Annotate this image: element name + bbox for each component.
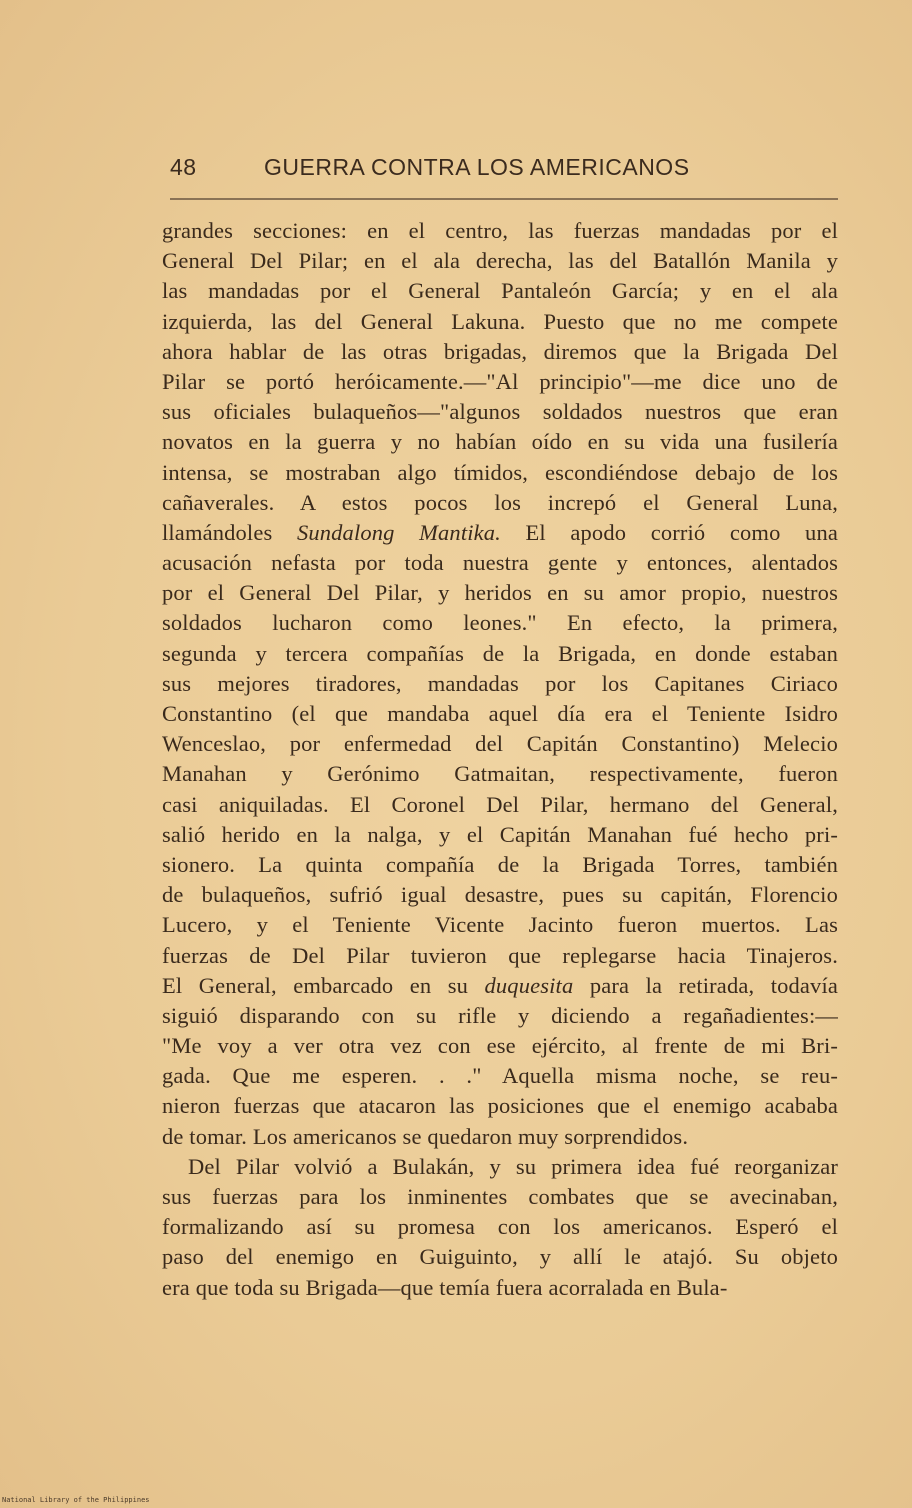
footer-credit: National Library of the Philippines <box>2 1496 150 1504</box>
text-line: formalizando así su promesa con los americanos. Esperó el <box>162 1214 838 1240</box>
paragraph <box>162 216 838 1152</box>
text-line: las mandadas por el General Pantaleón García; y en el ala <box>162 278 838 304</box>
text-line: soldados lucharon como leones." En efecto, la primera, <box>162 610 838 636</box>
text-line: sus mejores tiradores, mandadas por los Capitanes Ciriaco <box>162 670 838 696</box>
text-run: llamándoles <box>162 519 297 545</box>
text-line: Constantino (el que mandaba aquel día era el Teniente Isidro <box>162 701 838 726</box>
text-line: sionero. La quinta compañía de la Brigada Torres, también <box>162 851 838 877</box>
text-line: grandes secciones: en el centro, las fuerzas mandadas por el <box>162 218 838 243</box>
text-line: Manahan y Gerónimo Gatmaitan, respectivamente, fueron <box>162 761 838 787</box>
text-line: izquierda, las del General Lakuna. Puesto que no me compete <box>162 308 838 334</box>
text-line: nieron fuerzas que atacaron las posiciones que el enemigo acababa <box>162 1093 838 1119</box>
text-line: sus oficiales bulaqueños—"algunos soldados nuestros que eran <box>162 399 838 425</box>
text-line: fuerzas de Del Pilar tuvieron que replegarse hacia Tinajeros. <box>162 942 838 968</box>
text-line: "Me voy a ver otra vez con ese ejército, al frente de mi Bri- <box>162 1033 838 1059</box>
text-line <box>162 518 838 548</box>
text-line: paso del enemigo en Guiguinto, y allí le atajó. Su objeto <box>162 1244 838 1270</box>
text-line: Pilar se portó heróicamente.—"Al principio"—me dice uno de <box>162 368 838 394</box>
page-number: 48 <box>170 154 197 180</box>
text-line: sus fuerzas para los inminentes combates que se avecinaban, <box>162 1184 838 1209</box>
text-line: gada. Que me esperen. . ." Aquella misma noche, se reu- <box>162 1063 838 1089</box>
body-text <box>162 216 838 1303</box>
text-line: Wenceslao, por enfermedad del Capitán Constantino) Melecio <box>162 731 838 757</box>
text-line: novatos en la guerra y no habían oído en su vida una fusilería <box>162 429 838 455</box>
text-line: siguió disparando con su rifle y diciendo a regañadientes:— <box>162 1002 838 1028</box>
text-line: acusación nefasta por toda nuestra gente y entonces, alentados <box>162 550 838 576</box>
text-line: cañaverales. A estos pocos los increpó el General Luna, <box>162 489 838 515</box>
running-head: GUERRA CONTRA LOS AMERICANOS <box>264 154 690 180</box>
page-header <box>170 154 840 190</box>
text-line: de bulaqueños, sufrió igual desastre, pues su capitán, Florencio <box>162 882 838 908</box>
text-line: intensa, se mostraban algo tímidos, escondiéndose debajo de los <box>162 459 838 485</box>
text-line: segunda y tercera compañías de la Brigada, en donde estaban <box>162 640 838 666</box>
header-rule <box>170 198 838 200</box>
text-line: salió herido en la nalga, y el Capitán Manahan fué hecho pri- <box>162 821 838 847</box>
text-line: casi aniquiladas. El Coronel Del Pilar, hermano del General, <box>162 791 838 817</box>
text-run: para la retirada, todavía <box>573 972 838 998</box>
text-line <box>162 971 838 1001</box>
italic-text: duquesita <box>484 972 574 998</box>
text-run: El apodo corrió como una <box>500 519 838 545</box>
text-run: El General, embarcado en su <box>162 972 485 998</box>
text-line: General Del Pilar; en el ala derecha, las del Batallón Manila y <box>162 248 838 274</box>
text-line: Del Pilar volvió a Bulakán, y su primera idea fué reorganizar <box>188 1153 838 1179</box>
text-line: de tomar. Los americanos se quedaron muy sorprendidos. <box>162 1123 689 1149</box>
text-line: era que toda su Brigada—que temía fuera acorralada en Bula- <box>162 1274 728 1300</box>
text-line: ahora hablar de las otras brigadas, diremos que la Brigada Del <box>162 338 838 364</box>
text-line: Lucero, y el Teniente Vicente Jacinto fueron muertos. Las <box>162 912 838 938</box>
paragraph <box>162 1152 838 1303</box>
text-line: por el General Del Pilar, y heridos en su amor propio, nuestros <box>162 580 838 606</box>
italic-text: Sundalong Mantika. <box>296 519 501 545</box>
